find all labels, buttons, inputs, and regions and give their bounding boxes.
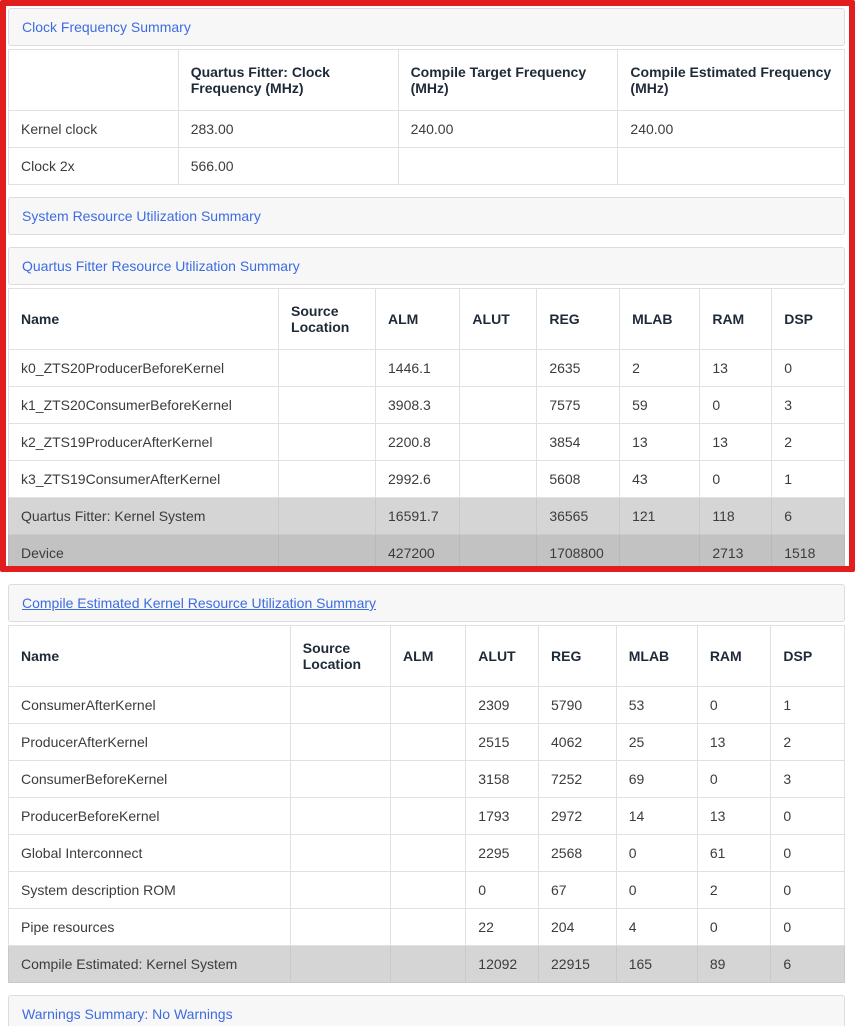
value-cell: 13 xyxy=(700,350,772,387)
table-row xyxy=(9,835,845,872)
section-quartus-fitter-summary xyxy=(8,247,845,572)
row-name-cell: Kernel clock xyxy=(9,111,179,148)
row-name-cell: Global Interconnect xyxy=(9,835,291,872)
value-cell: 13 xyxy=(697,798,771,835)
value-cell: 3854 xyxy=(537,424,620,461)
value-cell: 6 xyxy=(771,946,845,983)
value-cell: 3 xyxy=(771,761,845,798)
column-header: RAM xyxy=(697,626,771,687)
value-cell: 165 xyxy=(616,946,697,983)
table-row xyxy=(9,461,845,498)
value-cell xyxy=(391,946,466,983)
value-cell: 3158 xyxy=(466,761,539,798)
system-resource-summary-heading xyxy=(8,197,845,235)
value-cell: 3908.3 xyxy=(376,387,460,424)
value-cell: 53 xyxy=(616,687,697,724)
value-cell: 0 xyxy=(697,687,771,724)
column-header: ALUT xyxy=(466,626,539,687)
table-row xyxy=(9,535,845,572)
value-cell: 0 xyxy=(771,798,845,835)
table-row xyxy=(9,424,845,461)
column-header: Source Location xyxy=(290,626,390,687)
value-cell: 22 xyxy=(466,909,539,946)
row-name-cell: Clock 2x xyxy=(9,148,179,185)
value-cell: 0 xyxy=(700,461,772,498)
value-cell xyxy=(279,498,376,535)
value-cell xyxy=(398,148,618,185)
column-header: Compile Target Frequency (MHz) xyxy=(398,50,618,111)
value-cell xyxy=(290,872,390,909)
value-cell: 69 xyxy=(616,761,697,798)
value-cell: 1 xyxy=(771,687,845,724)
value-cell xyxy=(279,461,376,498)
value-cell xyxy=(290,909,390,946)
value-cell xyxy=(391,798,466,835)
value-cell: 283.00 xyxy=(178,111,398,148)
column-header: Source Location xyxy=(279,289,376,350)
table-header-row xyxy=(9,626,845,687)
value-cell: 0 xyxy=(466,872,539,909)
column-header: ALM xyxy=(376,289,460,350)
column-header: Compile Estimated Frequency (MHz) xyxy=(618,50,845,111)
value-cell xyxy=(290,761,390,798)
value-cell xyxy=(618,148,845,185)
value-cell: 7575 xyxy=(537,387,620,424)
quartus-fitter-summary-heading xyxy=(8,247,845,285)
column-header: REG xyxy=(537,289,620,350)
table-row xyxy=(9,148,845,185)
value-cell xyxy=(391,835,466,872)
section-clock-frequency-summary xyxy=(8,8,845,185)
row-name-cell: ProducerAfterKernel xyxy=(9,724,291,761)
value-cell: 4062 xyxy=(539,724,617,761)
column-header: Name xyxy=(9,289,279,350)
value-cell: 13 xyxy=(697,724,771,761)
value-cell xyxy=(460,387,537,424)
value-cell xyxy=(460,461,537,498)
value-cell: 2 xyxy=(772,424,845,461)
row-name-cell: Compile Estimated: Kernel System xyxy=(9,946,291,983)
value-cell: 2515 xyxy=(466,724,539,761)
table-header-row xyxy=(9,50,845,111)
column-header: ALM xyxy=(391,626,466,687)
value-cell: 0 xyxy=(616,835,697,872)
value-cell xyxy=(460,535,537,572)
value-cell: 5608 xyxy=(537,461,620,498)
value-cell: 240.00 xyxy=(398,111,618,148)
value-cell: 1518 xyxy=(772,535,845,572)
value-cell xyxy=(279,424,376,461)
compile-estimated-summary-heading xyxy=(8,584,845,622)
value-cell: 2 xyxy=(771,724,845,761)
section-warnings-summary xyxy=(8,995,845,1026)
value-cell xyxy=(290,946,390,983)
value-cell xyxy=(290,835,390,872)
section-system-resource-summary xyxy=(8,197,845,235)
value-cell: 2635 xyxy=(537,350,620,387)
value-cell: 0 xyxy=(700,387,772,424)
table-row xyxy=(9,724,845,761)
table-row xyxy=(9,761,845,798)
value-cell: 427200 xyxy=(376,535,460,572)
value-cell: 12092 xyxy=(466,946,539,983)
value-cell: 14 xyxy=(616,798,697,835)
value-cell: 1708800 xyxy=(537,535,620,572)
value-cell xyxy=(391,909,466,946)
row-name-cell: System description ROM xyxy=(9,872,291,909)
value-cell: 13 xyxy=(620,424,700,461)
value-cell: 16591.7 xyxy=(376,498,460,535)
value-cell: 13 xyxy=(700,424,772,461)
column-header: MLAB xyxy=(616,626,697,687)
value-cell: 2200.8 xyxy=(376,424,460,461)
section-compile-estimated-summary xyxy=(8,584,845,983)
warnings-summary-link[interactable]: Warnings Summary: No Warnings xyxy=(22,1006,233,1022)
row-name-cell: k3_ZTS19ConsumerAfterKernel xyxy=(9,461,279,498)
value-cell xyxy=(391,761,466,798)
value-cell: 2 xyxy=(620,350,700,387)
value-cell: 89 xyxy=(697,946,771,983)
value-cell: 0 xyxy=(616,872,697,909)
clock-frequency-summary-link[interactable]: Clock Frequency Summary xyxy=(22,19,191,35)
value-cell xyxy=(290,798,390,835)
value-cell: 59 xyxy=(620,387,700,424)
row-name-cell: ConsumerAfterKernel xyxy=(9,687,291,724)
value-cell: 7252 xyxy=(539,761,617,798)
column-header: DSP xyxy=(771,626,845,687)
value-cell xyxy=(290,687,390,724)
value-cell xyxy=(279,387,376,424)
column-header: Quartus Fitter: Clock Frequency (MHz) xyxy=(178,50,398,111)
value-cell xyxy=(460,424,537,461)
value-cell: 4 xyxy=(616,909,697,946)
column-header: RAM xyxy=(700,289,772,350)
row-name-cell: Device xyxy=(9,535,279,572)
table-row xyxy=(9,350,845,387)
value-cell: 0 xyxy=(697,761,771,798)
value-cell: 0 xyxy=(771,872,845,909)
value-cell xyxy=(620,535,700,572)
value-cell xyxy=(391,687,466,724)
value-cell xyxy=(460,350,537,387)
value-cell: 118 xyxy=(700,498,772,535)
row-name-cell: k2_ZTS19ProducerAfterKernel xyxy=(9,424,279,461)
value-cell: 43 xyxy=(620,461,700,498)
row-name-cell: Quartus Fitter: Kernel System xyxy=(9,498,279,535)
value-cell: 6 xyxy=(772,498,845,535)
column-header xyxy=(9,50,179,111)
column-header: REG xyxy=(539,626,617,687)
value-cell xyxy=(391,724,466,761)
value-cell: 0 xyxy=(771,835,845,872)
value-cell: 5790 xyxy=(539,687,617,724)
value-cell xyxy=(279,350,376,387)
table-row xyxy=(9,387,845,424)
warnings-summary-heading xyxy=(8,995,845,1026)
value-cell: 36565 xyxy=(537,498,620,535)
table-row xyxy=(9,498,845,535)
value-cell xyxy=(279,535,376,572)
value-cell: 61 xyxy=(697,835,771,872)
value-cell: 2713 xyxy=(700,535,772,572)
column-header: DSP xyxy=(772,289,845,350)
system-resource-summary-link[interactable]: System Resource Utilization Summary xyxy=(22,208,261,224)
table-row xyxy=(9,798,845,835)
value-cell: 0 xyxy=(772,350,845,387)
value-cell: 2992.6 xyxy=(376,461,460,498)
value-cell: 67 xyxy=(539,872,617,909)
value-cell xyxy=(391,872,466,909)
value-cell: 1446.1 xyxy=(376,350,460,387)
table-row xyxy=(9,687,845,724)
value-cell: 2972 xyxy=(539,798,617,835)
value-cell: 22915 xyxy=(539,946,617,983)
column-header: ALUT xyxy=(460,289,537,350)
value-cell: 3 xyxy=(772,387,845,424)
column-header: Name xyxy=(9,626,291,687)
value-cell: 0 xyxy=(771,909,845,946)
table-row xyxy=(9,111,845,148)
value-cell: 121 xyxy=(620,498,700,535)
row-name-cell: k1_ZTS20ConsumerBeforeKernel xyxy=(9,387,279,424)
column-header: MLAB xyxy=(620,289,700,350)
value-cell xyxy=(460,498,537,535)
value-cell: 2 xyxy=(697,872,771,909)
value-cell: 2309 xyxy=(466,687,539,724)
value-cell: 240.00 xyxy=(618,111,845,148)
value-cell: 25 xyxy=(616,724,697,761)
compile-estimated-summary-link[interactable]: Compile Estimated Kernel Resource Utilization Summary xyxy=(22,595,377,611)
value-cell: 566.00 xyxy=(178,148,398,185)
clock-frequency-table xyxy=(8,49,845,185)
value-cell xyxy=(290,724,390,761)
row-name-cell: k0_ZTS20ProducerBeforeKernel xyxy=(9,350,279,387)
row-name-cell: ConsumerBeforeKernel xyxy=(9,761,291,798)
table-row xyxy=(9,872,845,909)
quartus-fitter-table xyxy=(8,288,845,572)
value-cell: 2568 xyxy=(539,835,617,872)
compile-estimated-table xyxy=(8,625,845,983)
value-cell: 1793 xyxy=(466,798,539,835)
value-cell: 204 xyxy=(539,909,617,946)
table-header-row xyxy=(9,289,845,350)
clock-frequency-summary-heading xyxy=(8,8,845,46)
row-name-cell: Pipe resources xyxy=(9,909,291,946)
table-row xyxy=(9,946,845,983)
value-cell: 0 xyxy=(697,909,771,946)
quartus-fitter-summary-link[interactable]: Quartus Fitter Resource Utilization Summary xyxy=(22,258,300,274)
value-cell: 1 xyxy=(772,461,845,498)
value-cell: 2295 xyxy=(466,835,539,872)
table-row xyxy=(9,909,845,946)
row-name-cell: ProducerBeforeKernel xyxy=(9,798,291,835)
